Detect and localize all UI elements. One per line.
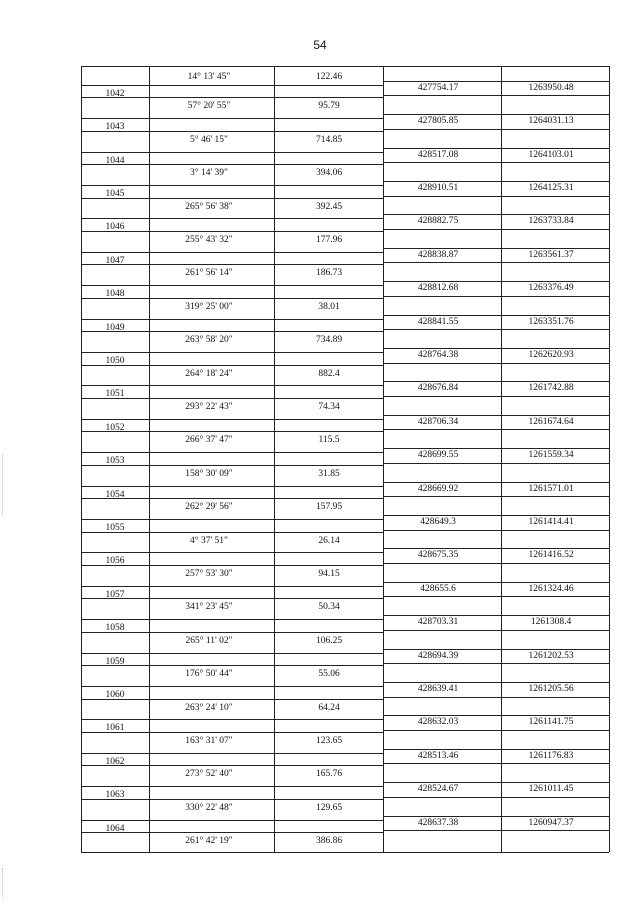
table-row-line — [81, 820, 383, 821]
table-row-line — [81, 719, 383, 720]
point-x-coordinate: 428649.3 — [420, 516, 456, 527]
point-y-coordinate: 1263950.48 — [528, 82, 574, 93]
segment-distance: 165.76 — [315, 769, 343, 780]
segment-bearing: 158° 30' 09" — [185, 468, 233, 479]
segment-bearing: 341° 23' 45" — [185, 602, 233, 613]
table-row-line — [383, 95, 609, 96]
table-row-line — [383, 429, 609, 430]
segment-distance: 38.01 — [318, 301, 340, 312]
table-row-line — [81, 653, 383, 654]
table-row-line — [383, 763, 609, 764]
point-id: 1054 — [105, 489, 125, 500]
segment-bearing: 14° 13' 45" — [187, 72, 231, 82]
point-x-coordinate: 428676.84 — [417, 383, 459, 394]
segment-distance: 734.89 — [315, 335, 343, 346]
table-border-right — [609, 66, 610, 852]
table-row-line — [383, 530, 609, 531]
table-row-line — [81, 452, 383, 453]
point-y-coordinate: 1261202.53 — [528, 650, 574, 661]
point-y-coordinate: 1260947.37 — [528, 817, 574, 828]
table-row-line — [383, 296, 609, 297]
point-x-coordinate: 428517.08 — [417, 149, 459, 160]
point-y-coordinate: 1261141.75 — [528, 717, 574, 728]
table-row-line — [81, 486, 383, 487]
point-x-coordinate: 428639.41 — [417, 683, 459, 694]
point-x-coordinate: 428812.68 — [417, 283, 459, 294]
segment-bearing: 4° 37' 51" — [190, 535, 228, 546]
table-row-line — [383, 563, 609, 564]
point-id: 1042 — [105, 88, 125, 99]
table-row-line — [383, 663, 609, 664]
point-id: 1043 — [105, 122, 125, 133]
point-x-coordinate: 428513.46 — [417, 750, 459, 761]
point-y-coordinate: 1261742.88 — [528, 383, 574, 394]
table-row-line — [81, 185, 383, 186]
segment-distance: 106.25 — [315, 635, 343, 646]
table-row-line — [81, 285, 383, 286]
segment-distance: 50.34 — [318, 602, 340, 613]
table-row-line — [81, 352, 383, 353]
table-row-line — [383, 129, 609, 130]
segment-bearing: 163° 31' 07" — [185, 736, 233, 746]
point-id: 1045 — [105, 188, 125, 199]
segment-bearing: 255° 43' 32" — [185, 235, 233, 245]
point-id: 1063 — [105, 790, 125, 801]
point-y-coordinate: 1261308.4 — [530, 617, 572, 628]
segment-bearing: 5° 46' 15" — [190, 134, 228, 145]
segment-bearing: 265° 56' 38" — [185, 201, 233, 212]
table-row-line — [383, 196, 609, 197]
table-row-line — [383, 797, 609, 798]
point-y-coordinate: 1261559.34 — [528, 450, 574, 461]
segment-distance: 115.5 — [318, 435, 340, 446]
point-id: 1062 — [105, 756, 125, 767]
point-x-coordinate: 428882.75 — [417, 216, 459, 227]
table-row-line — [81, 319, 383, 320]
point-x-coordinate: 427754.17 — [417, 82, 459, 93]
segment-distance: 123.65 — [315, 736, 343, 746]
point-id: 1057 — [105, 589, 125, 600]
point-y-coordinate: 1261205.56 — [528, 683, 574, 694]
point-y-coordinate: 1261674.64 — [528, 416, 574, 427]
segment-bearing: 262° 29' 56" — [185, 502, 233, 513]
segment-distance: 94.15 — [318, 569, 340, 579]
segment-distance: 177.96 — [315, 235, 343, 245]
point-id: 1049 — [105, 322, 125, 333]
point-x-coordinate: 428838.87 — [417, 249, 459, 260]
segment-distance: 394.06 — [315, 168, 343, 179]
point-x-coordinate: 428669.92 — [417, 483, 459, 494]
segment-bearing: 266° 37' 47" — [185, 435, 233, 446]
point-y-coordinate: 1263561.37 — [528, 249, 574, 260]
segment-bearing: 57° 20' 55" — [187, 101, 231, 112]
table-row-line — [81, 619, 383, 620]
point-y-coordinate: 1261414.41 — [528, 516, 574, 527]
segment-distance: 74.34 — [318, 402, 340, 412]
point-id: 1052 — [105, 422, 125, 433]
segment-bearing: 261° 56' 14" — [185, 268, 233, 279]
segment-distance: 122.46 — [315, 72, 343, 82]
point-x-coordinate: 428675.35 — [417, 550, 459, 561]
segment-bearing: 319° 25' 00" — [185, 301, 233, 312]
point-x-coordinate: 428841.55 — [417, 316, 459, 327]
segment-distance: 64.24 — [318, 702, 340, 713]
margin-scan-mark — [2, 455, 3, 515]
segment-distance: 129.65 — [315, 802, 343, 813]
table-row-line — [383, 396, 609, 397]
table-row-line — [81, 218, 383, 219]
segment-bearing: 263° 24' 10" — [185, 702, 233, 713]
segment-distance: 392.45 — [315, 201, 343, 212]
segment-bearing: 261° 42' 19" — [185, 836, 233, 847]
point-id: 1047 — [105, 255, 125, 266]
point-id: 1055 — [105, 522, 125, 533]
point-y-coordinate: 1264031.13 — [528, 116, 574, 127]
table-row-line — [383, 363, 609, 364]
segment-distance: 26.14 — [318, 535, 340, 546]
point-y-coordinate: 1261011.45 — [528, 784, 574, 795]
table-row-line — [81, 686, 383, 687]
segment-bearing: 264° 18' 24" — [185, 368, 233, 379]
point-x-coordinate: 427805.85 — [417, 116, 459, 127]
table-row-line — [383, 830, 609, 831]
table-row-line — [383, 730, 609, 731]
table-row-line — [81, 419, 383, 420]
point-x-coordinate: 428632.03 — [417, 717, 459, 728]
point-x-coordinate: 428764.38 — [417, 349, 459, 360]
point-x-coordinate: 428910.51 — [417, 182, 459, 193]
point-x-coordinate: 428703.31 — [417, 617, 459, 628]
segment-bearing: 293° 22' 43" — [185, 402, 233, 412]
segment-distance: 882.4 — [318, 368, 340, 379]
table-row-line — [383, 596, 609, 597]
segment-bearing: 330° 22' 48" — [185, 802, 233, 813]
point-x-coordinate: 428699.55 — [417, 450, 459, 461]
segment-distance: 386.86 — [315, 836, 343, 847]
table-row-line — [81, 118, 383, 119]
table-row-line — [81, 753, 383, 754]
segment-distance: 31.85 — [318, 468, 340, 479]
point-y-coordinate: 1263733.84 — [528, 216, 574, 227]
point-y-coordinate: 1262620.93 — [528, 349, 574, 360]
table-row-line — [383, 262, 609, 263]
table-row-line — [383, 229, 609, 230]
table-row-line — [81, 252, 383, 253]
point-y-coordinate: 1263376.49 — [528, 283, 574, 294]
segment-bearing: 263° 58' 20" — [185, 335, 233, 346]
segment-bearing: 265° 11' 02" — [185, 635, 233, 646]
point-id: 1051 — [105, 389, 125, 400]
point-x-coordinate: 428524.67 — [417, 784, 459, 795]
table-row-line — [383, 162, 609, 163]
point-id: 1048 — [105, 289, 125, 300]
table-row-line — [81, 786, 383, 787]
point-id: 1061 — [105, 723, 125, 734]
table-row-line — [383, 463, 609, 464]
table-border-top — [81, 66, 609, 67]
page-number: 54 — [313, 38, 327, 52]
point-id: 1046 — [105, 222, 125, 233]
table-row-line — [383, 630, 609, 631]
segment-distance: 55.06 — [318, 669, 340, 680]
segment-bearing: 176° 50' 44" — [185, 669, 233, 680]
segment-bearing: 273° 52' 40" — [185, 769, 233, 780]
point-id: 1059 — [105, 656, 125, 667]
segment-bearing: 257° 53' 30" — [185, 569, 233, 579]
point-x-coordinate: 428706.34 — [417, 416, 459, 427]
point-id: 1060 — [105, 689, 125, 700]
point-id: 1044 — [105, 155, 125, 166]
table-row-line — [383, 496, 609, 497]
segment-distance: 95.79 — [318, 101, 340, 112]
point-id: 1050 — [105, 355, 125, 366]
table-row-line — [81, 519, 383, 520]
point-id: 1056 — [105, 556, 125, 567]
point-id: 1064 — [105, 823, 125, 834]
table-row-line — [81, 152, 383, 153]
table-row-line — [383, 697, 609, 698]
table-row-line — [81, 85, 383, 86]
table-row-line — [81, 586, 383, 587]
table-border-bottom — [81, 852, 609, 853]
margin-scan-mark — [2, 868, 3, 898]
point-y-coordinate: 1263351.76 — [528, 316, 574, 327]
point-y-coordinate: 1261324.46 — [528, 583, 574, 594]
segment-distance: 157.95 — [315, 502, 343, 513]
point-y-coordinate: 1261176.83 — [528, 750, 574, 761]
table-row-line — [81, 385, 383, 386]
table-row-line — [383, 329, 609, 330]
segment-distance: 714.85 — [315, 134, 343, 145]
point-id: 1053 — [105, 456, 125, 467]
point-y-coordinate: 1261571.01 — [528, 483, 574, 494]
table-row-line — [81, 552, 383, 553]
coordinates-table — [81, 66, 609, 852]
point-x-coordinate: 428694.39 — [417, 650, 459, 661]
point-id: 1058 — [105, 623, 125, 634]
point-x-coordinate: 428637.38 — [417, 817, 459, 828]
segment-distance: 186.73 — [315, 268, 343, 279]
point-y-coordinate: 1264103.01 — [528, 149, 574, 160]
point-y-coordinate: 1261416.52 — [528, 550, 574, 561]
segment-bearing: 3° 14' 39" — [190, 168, 228, 179]
point-y-coordinate: 1264125.31 — [528, 182, 574, 193]
point-x-coordinate: 428655.6 — [420, 583, 456, 594]
